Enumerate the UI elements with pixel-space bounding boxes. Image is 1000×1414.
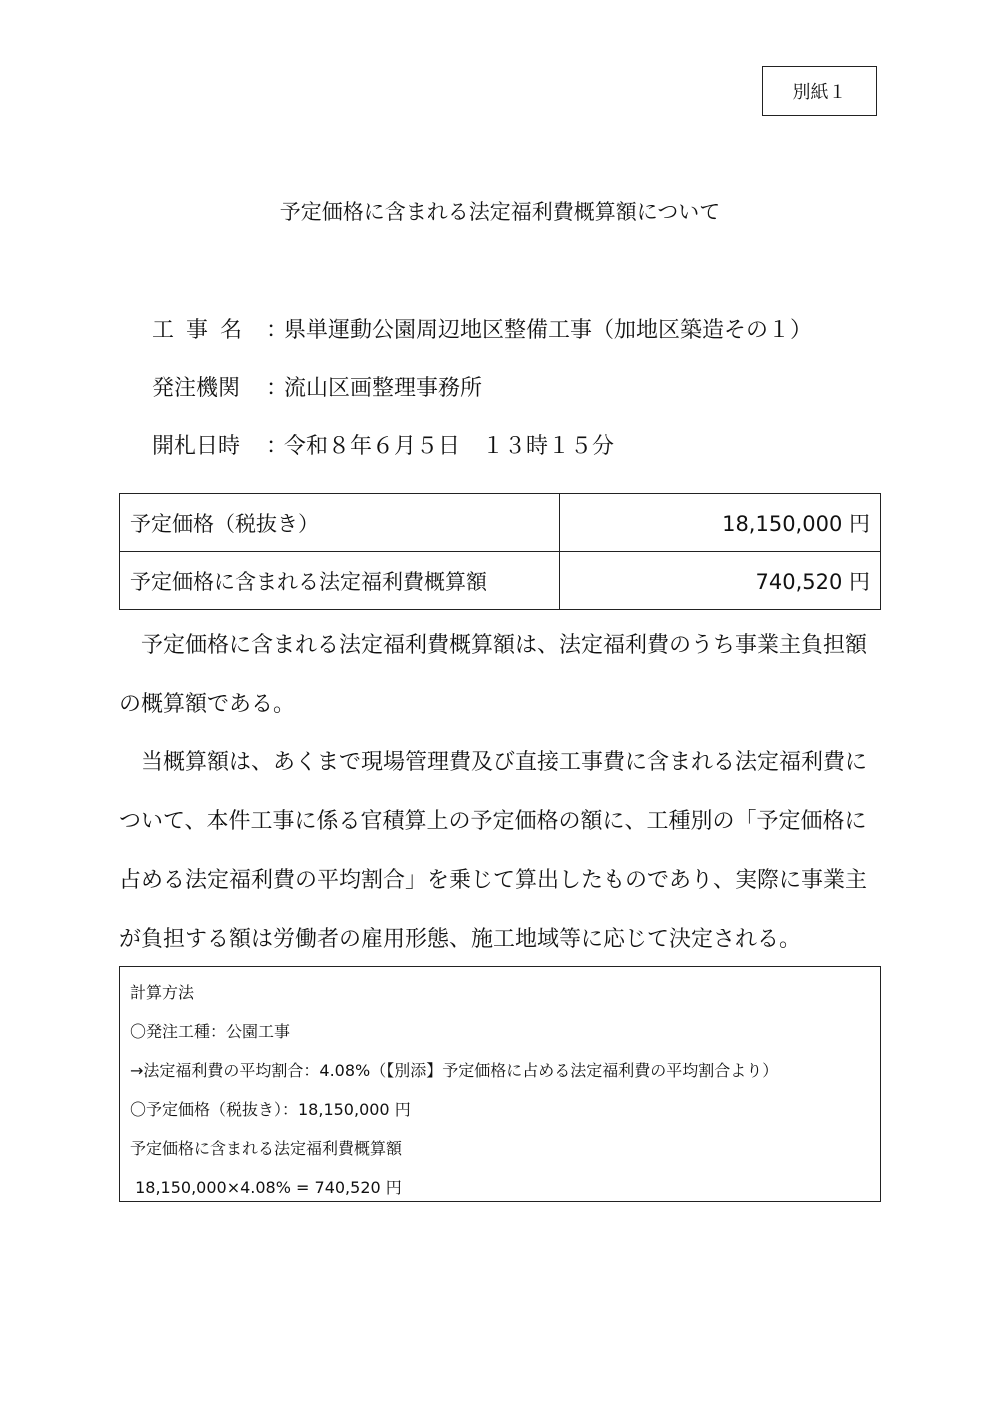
attachment-label: 別紙１ [762,66,877,116]
calculation-line: 18,150,000×4.08% = 740,520 円 [130,1178,402,1197]
info-label: 開札日時 [152,434,241,459]
document-title: 予定価格に含まれる法定福利費概算額について [279,200,721,224]
info-value: 流山区画整理事務所 [284,376,483,401]
info-row-ordering-agency [152,371,482,402]
calculation-line: 〇発注工種：公園工事 [130,1022,291,1041]
price-table [119,493,881,610]
info-label: 発注機関 [152,376,241,401]
table-row [120,494,881,552]
info-row-bid-opening-datetime [152,429,614,460]
explanation-paragraph-1: 予定価格に含まれる法定福利費概算額は、法定福利費のうち事業主負担額の概算額である。 [119,633,868,717]
price-label-cell: 予定価格（税抜き） [120,494,560,552]
calculation-line: 予定価格に含まれる法定福利費概算額 [130,1139,403,1158]
info-value: 県単運動公園周辺地区整備工事（加地区築造その１） [284,318,813,343]
info-separator: ： [266,434,289,459]
explanation-paragraph-2: 当概算額は、あくまで現場管理費及び直接工事費に含まれる法定福利費について、本件工事に係る官積算上の予定価格の額に、工種別の「予定価格に占める法定福利費の平均割合」を乗じて算出したものであり、実際に事業主が負担する額は労働者の雇用形態、施工地域等に応じて決定される。 [119,750,868,952]
price-value-cell: 18,150,000 円 [560,494,881,552]
calculation-heading: 計算方法 [130,983,195,1002]
price-value-cell: 740,520 円 [560,552,881,610]
price-label-cell: 予定価格に含まれる法定福利費概算額 [120,552,560,610]
info-row-project-name [152,313,812,344]
table-row [120,552,881,610]
calculation-box [119,966,881,1202]
info-value: 令和８年６月５日 １３時１５分 [284,434,615,459]
calculation-line: 〇予定価格（税抜き）：18,150,000 円 [130,1100,411,1119]
info-separator: ： [266,318,289,343]
info-label: 工事名 [152,318,255,343]
info-separator: ： [266,376,289,401]
calculation-line: →法定福利費の平均割合：4.08%（【別添】予定価格に占める法定福利費の平均割合より） [130,1061,779,1080]
